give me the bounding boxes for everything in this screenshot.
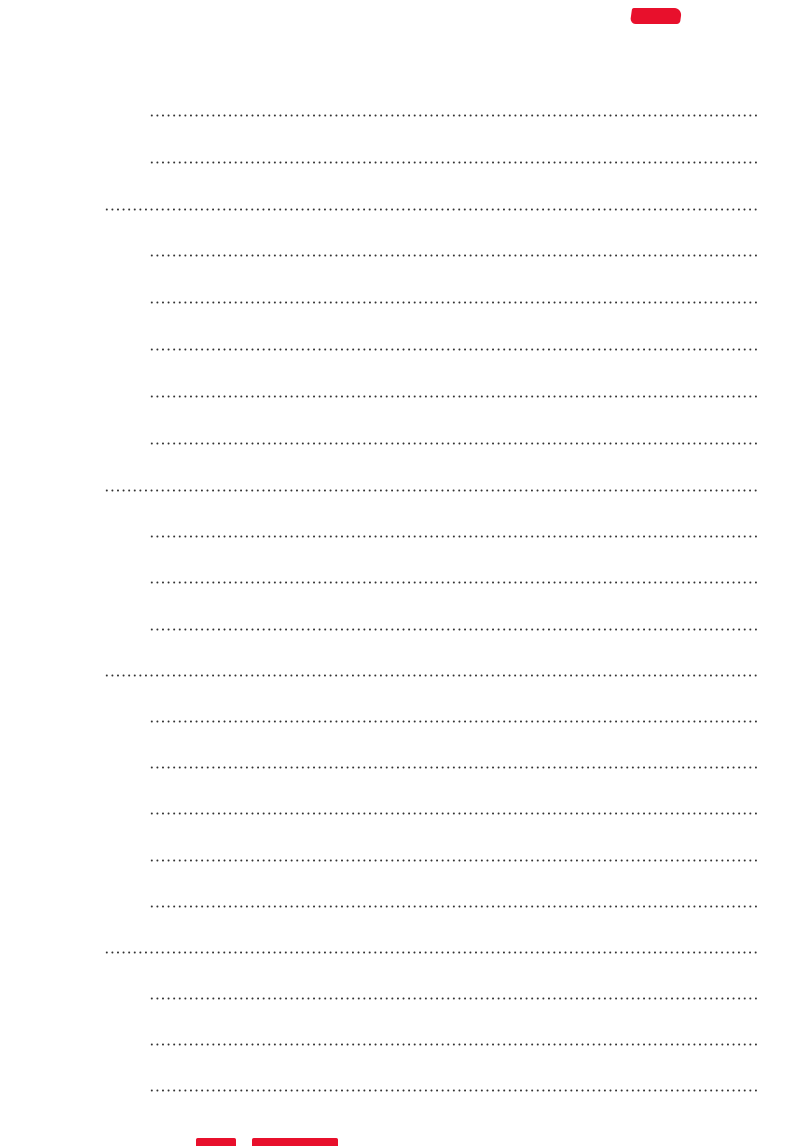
- toc-entry-metastatic-endocrine[interactable]: [145, 608, 767, 644]
- dot-leader: [149, 905, 759, 908]
- dot-leader: [104, 951, 759, 954]
- toc-entry-local-recurrence-radiotherapy[interactable]: [145, 746, 767, 782]
- toc-entry-her2-metastatic[interactable]: [145, 375, 767, 411]
- toc-entry-bone-metastasis-treatment[interactable]: [145, 1069, 767, 1105]
- dot-leader: [149, 1089, 759, 1092]
- dot-leader: [149, 114, 759, 117]
- dot-leader: [104, 208, 759, 211]
- toc-entry-other-targeted[interactable]: [145, 422, 767, 458]
- toc-entry-radiotherapy-delivery[interactable]: [145, 839, 767, 875]
- toc-section-targeted-therapy[interactable]: [100, 188, 767, 224]
- toc-entry-metastatic-radiotherapy[interactable]: [145, 792, 767, 828]
- toc-entry-bone-metastasis-symptoms[interactable]: [145, 1023, 767, 1059]
- toc-entry-neoadjuvant-chemo[interactable]: [145, 94, 767, 130]
- dot-leader: [149, 628, 759, 631]
- dot-leader: [149, 997, 759, 1000]
- dot-leader: [149, 859, 759, 862]
- dot-leader: [149, 766, 759, 769]
- red-tab-mark-bottom-left: [196, 1138, 236, 1146]
- dot-leader: [149, 254, 759, 257]
- dot-leader: [149, 535, 759, 538]
- red-tab-mark-top: [630, 8, 682, 24]
- dot-leader: [149, 720, 759, 723]
- dot-leader: [149, 395, 759, 398]
- toc-entry-her2-adjuvant[interactable]: [145, 281, 767, 317]
- dot-leader: [149, 161, 759, 164]
- toc-entry-metastatic-chemo[interactable]: [145, 141, 767, 177]
- dot-leader: [104, 674, 759, 677]
- toc-entry-radiotherapy-side-effects[interactable]: [145, 885, 767, 921]
- dot-leader: [149, 581, 759, 584]
- dot-leader: [104, 489, 759, 492]
- dot-leader: [149, 442, 759, 445]
- toc-section-bone-metastasis[interactable]: [100, 931, 767, 967]
- dot-leader: [149, 348, 759, 351]
- toc-section-endocrine-therapy[interactable]: [100, 469, 767, 505]
- red-tab-mark-bottom-right: [252, 1138, 338, 1146]
- dot-leader: [149, 301, 759, 304]
- toc-section-radiotherapy[interactable]: [100, 654, 767, 690]
- toc-entry-her2-neoadjuvant[interactable]: [145, 328, 767, 364]
- dot-leader: [149, 812, 759, 815]
- toc-entry-early-adjuvant-endocrine[interactable]: [145, 561, 767, 597]
- dot-leader: [149, 1043, 759, 1046]
- toc-entry-endocrine-drugs[interactable]: [145, 515, 767, 551]
- toc-entry-anti-her2-drugs[interactable]: [145, 234, 767, 270]
- toc-entry-early-radiotherapy[interactable]: [145, 700, 767, 736]
- toc-entry-bone-metastasis-diagnosis[interactable]: [145, 977, 767, 1013]
